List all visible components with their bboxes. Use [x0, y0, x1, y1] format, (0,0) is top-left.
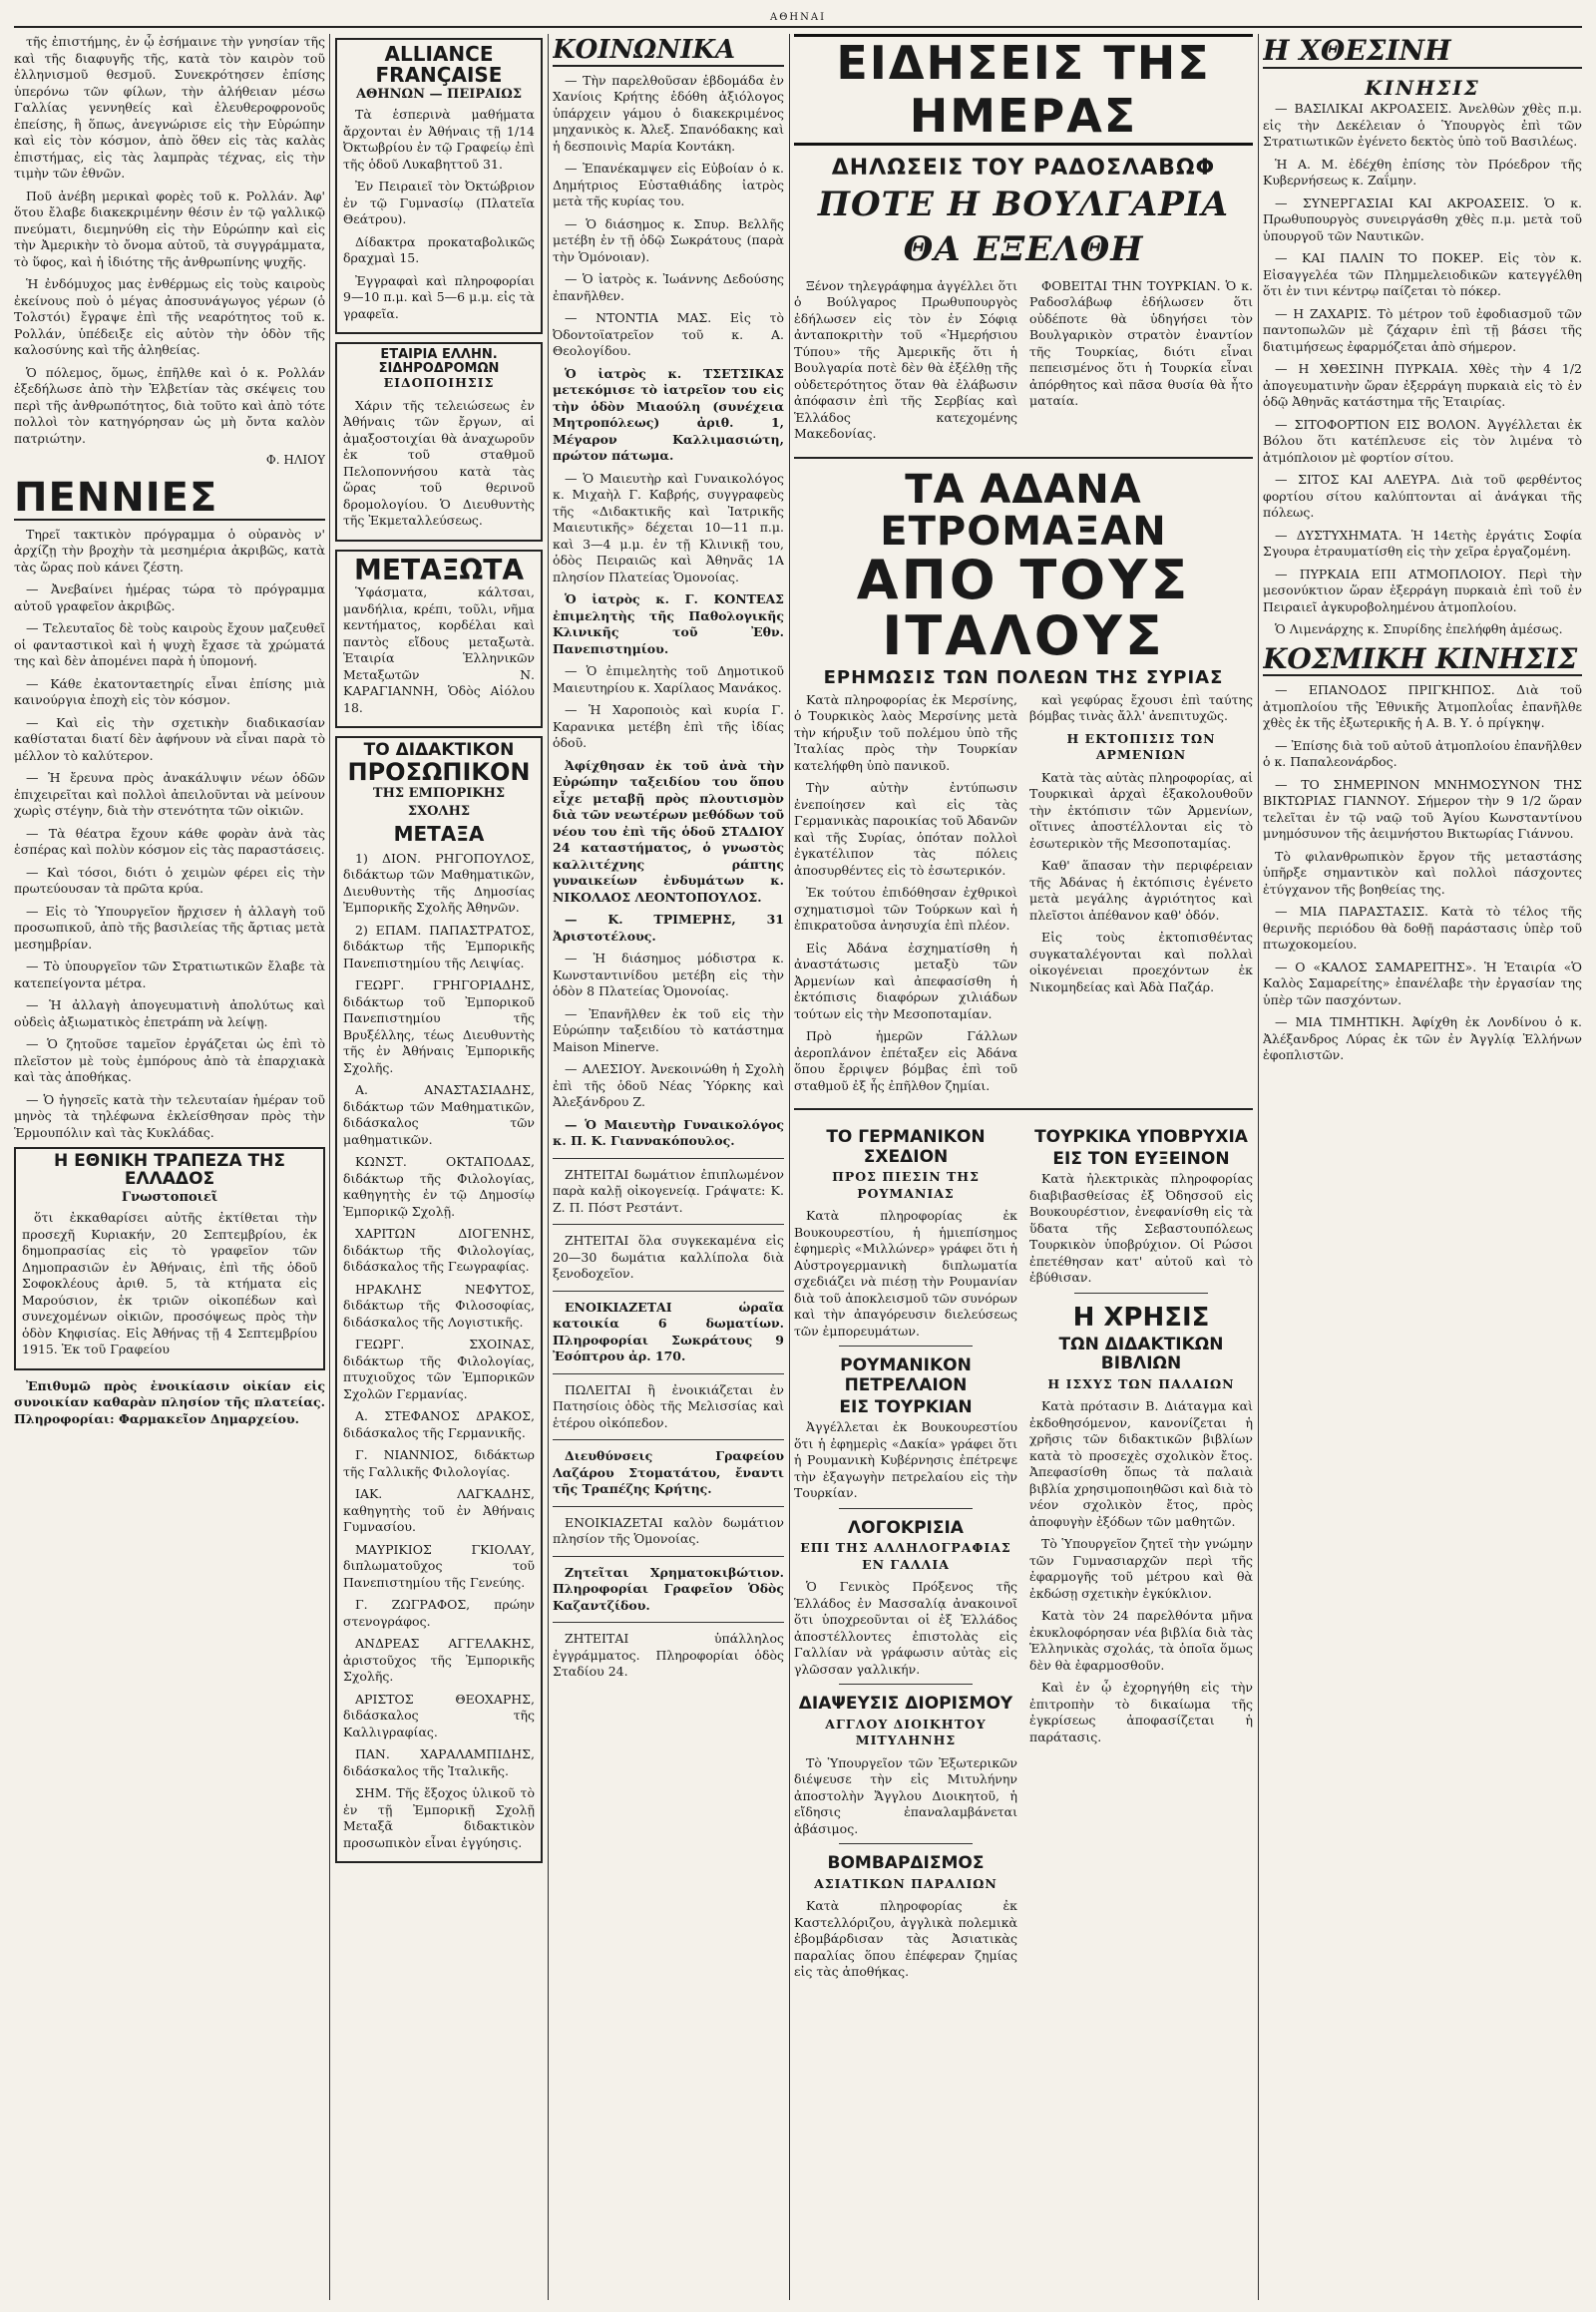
- alliance-line: Ἐν Πειραιεῖ τὸν Ὀκτώβριον ἐν τῷ Γυμνασίῳ (Πλατεῖα Θεάτρου).: [343, 179, 535, 227]
- classified-ad: ΖΗΤΕΙΤΑΙ ὑπάλληλος ἐγγράμματος. Πληροφορίαι ὁδὸς Σταδίου 24.: [553, 1631, 784, 1680]
- armenian-deportation-subhead: Η ΕΚΤΟΠΙΣΙΣ ΤΩΝ ΑΡΜΕΝΙΩΝ: [1066, 730, 1216, 763]
- pennies-item: — Ὁ ζητοῦσε ταμεῖον ἐργάζεται ὡς ἐπὶ τὸ πλεῖστον μὲ τοὺς ἐμπόρους ἀπὸ τὰ ἐπαρχιακὰ καὶ τὰς ἀποθήκας.: [14, 1036, 325, 1085]
- divider: [1074, 1293, 1208, 1294]
- social-item: — Κ. ΤΡΙΜΕΡΗΣ, 31 Ἀριστοτέλους.: [553, 912, 784, 944]
- social-item: — Ὁ διάσημος κ. Σπυρ. Βελλῆς μετέβη ἐν τῇ ὁδῷ Σωκράτους (παρὰ τὴν Ὁμόνοιαν).: [553, 215, 784, 264]
- teacher-entry: 1) ΔΙΟΝ. ΡΗΓΟΠΟΥΛΟΣ, διδάκτωρ τῶν Μαθηματικῶν, Διευθυντὴς τῆς Δημοσίας Ἐμπορικῆς Σχολῆς Ἀθηνῶν.: [343, 850, 535, 916]
- divider: [839, 1843, 973, 1844]
- column-4: [794, 34, 1253, 2300]
- classified-ad: Διευθύνσεις Γραφείου Λαζάρου Στοματάτου, ἔναντι τῆς Τραπέζης Κρήτης.: [553, 1448, 784, 1497]
- adana-paragraph: Κατὰ πληροφορίας ἐκ Μερσίνης, ὁ Τουρκικὸς λαὸς Μερσίνης μετὰ τὴν κήρυξιν τοῦ πολέμου ὑπὸ τῆς Ἰταλίας πρὸς τὴν Τουρκίαν κατελήφθη ὑπὸ πανικοῦ.: [794, 691, 1017, 773]
- classified-ad: Ζητεῖται Χρηματοκιβώτιον. Πληροφορίαι Γραφεῖον Ὁδὸς Καζαντζίδου.: [553, 1564, 784, 1613]
- divider: [794, 457, 1253, 459]
- article-paragraph: Ὁ πόλεμος, ὅμως, ἐπῆλθε καὶ ὁ κ. Ρολλάν ἐξεδήλωσε ἀπὸ τὴν Ἑλβετίαν τὰς σκέψεις του περὶ τῆς ἀνθρωπότητος, διὰ τοῦτο καὶ ἀπὸ τότε πολλοὶ τὸν κατηγόρησαν ὡς μὴ ὄντα καλὸν πατριώτην.: [14, 364, 325, 446]
- news-paragraph: Καὶ ἐν ᾧ ἐχορηγήθη εἰς τὴν ἐπιτροπὴν τὸ δικαίωμα τῆς ἐγκρίσεως ἀποφασίζεται ἡ παράτασις.: [1029, 1680, 1253, 1744]
- adana-paragraph: Πρὸ ἡμερῶν Γάλλων ἀεροπλάνον ἐπέταξεν εἰς Ἀδάνα ὅπου ἔρριψεν βόμβας ἐπὶ τοῦ σταθμοῦ ἐξ ἧς ἐπῆλθον ζημίαι.: [794, 1028, 1017, 1093]
- teachers-box: [335, 736, 543, 1863]
- society-item: — Ο «ΚΑΛΟΣ ΣΑΜΑΡΕΙΤΗΣ». Ἡ Ἐταιρία «Ὁ Καλὸς Σαμαρείτης» ἐπανέλαβε τὴν ἐργασίαν της ὑπὲρ τῶν πασχόντων.: [1263, 959, 1582, 1007]
- section-title-social: ΚΟΙΝΩΝΙΚΑ: [553, 36, 784, 67]
- society-item: — ΤΟ ΣΗΜΕΡΙΝΟΝ ΜΝΗΜΟΣΥΝΟΝ ΤΗΣ ΒΙΚΤΩΡΙΑΣ ΓΙΑΝΝΟΥ. Σήμερον τὴν 9 1/2 ὥραν τελεῖται ἐν τῷ ναῷ τοῦ Ἁγίου Κωνσταντίνου μνημόσυνον τῆς ἀειμνήστου Βικτωρίας Γιάννου.: [1263, 776, 1582, 842]
- teacher-entry: Γ. ΝΙΑΝΝΙΟΣ, διδάκτωρ τῆς Γαλλικῆς Φιλολογίας.: [343, 1447, 535, 1479]
- movement-item: — Η ΧΘΕΣΙΝΗ ΠΥΡΚΑΙΑ. Χθὲς τὴν 4 1/2 ἀπογευματινὴν ὥραν ἐξερράγη πυρκαιὰ εἰς τὸ ἐν ὁδῷ Ἀθηνᾶς κατάστημα τῆς Ἑταιρίας.: [1263, 361, 1582, 410]
- teacher-entry: Α. ΣΤΕΦΑΝΟΣ ΔΡΑΚΟΣ, διδάσκαλος τῆς Γερμανικῆς.: [343, 1408, 535, 1440]
- teacher-entry: ΜΑΥΡΙΚΙΟΣ ΓΚΙΟΛΑΥ, διπλωματοῦχος τοῦ Πανεπιστημίου τῆς Γενεύης.: [343, 1541, 535, 1590]
- bank-notice-subtitle: Γνωστοποιεῖ: [121, 1190, 218, 1206]
- classified-ad: ΕΝΟΙΚΙΑΖΕΤΑΙ ὡραῖα κατοικία 6 δωματίων. Πληροφορίαι Σωκράτους 9 Ἐσόπτρου ἀρ. 170.: [553, 1299, 784, 1364]
- social-item: — Ὁ Μαιευτὴρ καὶ Γυναικολόγος κ. Μιχαὴλ Γ. Καβρής, συγγραφεὺς τῆς «Διδακτικῆς καὶ Ἰατρικῆς Μαιευτικῆς» δέχεται 10—11 π.μ. καὶ 3—4 μ.μ. ἐν τῇ Κλινικῇ του, ὁδὸς Πειραιῶς καὶ Ἀθηνᾶς 1Α πλησίον Πλατείας Ὁμονοίας.: [553, 470, 784, 584]
- social-item: — Ὁ Μαιευτὴρ Γυναικολόγος κ. Π. Κ. Γιαννακόπουλος.: [553, 1116, 784, 1149]
- alliance-subtitle: ΑΘΗΝΩΝ — ΠΕΙΡΑΙΩΣ: [355, 87, 523, 102]
- pennies-item: — Καὶ τόσοι, διότι ὁ χειμὼν φέρει εἰς τὴν πρωτεύουσαν τὰ πρῶτα κρύα.: [14, 864, 325, 897]
- social-item: — ΝΤΟΝΤΙΑ ΜΑΣ. Εἰς τὸ Ὀδοντοϊατρεῖον τοῦ κ. Α. Θεολογίδου.: [553, 310, 784, 359]
- social-item: — Ἡ διάσημος μόδιστρα κ. Κωνσταντινίδου μετέβη εἰς τὴν ὁδὸν 8 Πλατείας Ὁμονοίας.: [553, 951, 784, 999]
- teachers-title-2: ΠΡΟΣΩΠΙΚΟΝ: [347, 758, 531, 787]
- column-1: [14, 34, 325, 2300]
- silk-ad-body: Ὑφάσματα, κάλτσαι, μανδήλια, κρέπι, τοῦλι, νῆμα κεντήματος, κορδέλαι καὶ παντὸς εἴδους μεταξωτὰ. Ἑταιρία Ἑλληνικῶν Μεταξωτῶν Ν. ΚΑΡΑΓΙΑΝΝΗ, Ὁδὸς Αἰόλου 18.: [343, 584, 535, 715]
- section-title-pennies: ΠΕΝΝΙΕΣ: [14, 477, 325, 521]
- adana-paragraph: καὶ γεφύρας ἔχουσι ἐπὶ ταύτης βόμβας τινὰς ἄλλ' ἀνεπιτυχῶς.: [1029, 691, 1253, 724]
- pennies-item: — Ἀνεβαίνει ἡμέρας τώρα τὸ πρόγραμμα αὐτοῦ γραφεῖον ἀκριβῶς.: [14, 581, 325, 613]
- pennies-item: — Εἰς τὸ Ὑπουργεῖον ἤρχισεν ἡ ἀλλαγὴ τοῦ προσωπικοῦ, ἀπὸ τῆς βασιλείας τῆς ἄρτιας μετὰ μεσημβρίαν.: [14, 903, 325, 952]
- rail-notice-body: Χάριν τῆς τελειώσεως ἐν Ἀθήναις τῶν ἔργων, αἱ ἀμαξοστοιχίαι θὰ ἀναχωροῦν ἐκ τοῦ σταθμοῦ Πελοποννήσου κατὰ τὰς ὥρας τοῦ θερινοῦ δρομολογίου. Ὁ Διευθυντὴς τῆς Ἐκμεταλλεύσεως.: [343, 397, 535, 529]
- teachers-title-4: ΜΕΤΑΞΑ: [393, 821, 485, 846]
- classified-note: Ἐπιθυμῶ πρὸς ἐνοικίασιν οἰκίαν εἰς συνοικίαν καθαρὰν πλησίον τῆς πλατείας. Πληροφορίαι: Φαρμακεῖον Δημαρχείου.: [14, 1377, 325, 1426]
- divider: [553, 1439, 784, 1440]
- subhead-france-mail: ΕΠΙ ΤΗΣ ΑΛΛΗΛΟΓΡΑΦΙΑΣ ΕΝ ΓΑΛΛΙΑ: [800, 1540, 1011, 1572]
- rail-notice-title: ΕΤΑΙΡΙΑ ΕΛΛΗΝ. ΣΙΔΗΡΟΔΡΟΜΩΝ: [378, 347, 500, 376]
- news-paragraph: Κατὰ πρότασιν Β. Διάταγμα καὶ ἐκδοθησόμενον, κανονίζεται ἡ χρῆσις τῶν διδακτικῶν βιβλίων κατὰ τὸ προσεχὲς σχολικὸν ἔτος. Ἀπεφασίσθη ὅπως τὰ παλαιὰ βιβλία χρησιμοποιηθῶσι καὶ διὰ τὸ νέον σχολικὸν ἔτος, πρὸς ἀποφυγὴν ἐξόδων τῶν μαθητῶν.: [1029, 1398, 1253, 1529]
- rail-notice-subtitle: ΕΙΔΟΠΟΙΗΣΙΣ: [383, 375, 495, 391]
- social-item: Ὁ ἰατρὸς κ. ΤΣΕΤΣΙΚΑΣ μετεκόμισε τὸ ἰατρεῖον του εἰς τὴν ὁδὸν Μιαούλη (συνέχεια Μητροπόλεως) ἀριθ. 1, Μέγαρον Καλλιμασιώτη, πρώτον πάτωμα.: [553, 365, 784, 464]
- headline-censorship: ΛΟΓΟΚΡΙΣΙΑ: [848, 1517, 964, 1538]
- society-item: — ΜΙΑ ΠΑΡΑΣΤΑΣΙΣ. Κατὰ τὸ τέλος τῆς θερινῆς περιόδου θὰ δοθῇ παράστασις ὑπὲρ τοῦ πτωχοκομείου.: [1263, 904, 1582, 953]
- headline-romanian-oil: ΡΟΥΜΑΝΙΚΟΝ ΠΕΤΡΕΛΑΙΟΝ: [840, 1355, 972, 1395]
- article-signature: Φ. ΗΛΙΟΥ: [265, 453, 325, 467]
- movement-item: — ΣΙΤΟΦΟΡΤΙΟΝ ΕΙΣ ΒΟΛΟΝ. Ἀγγέλλεται ἐκ Βόλου ὅτι κατέπλευσε εἰς τὸν λιμένα τὸ ἀτμόπλοιον μὲ φορτίον σίτου.: [1263, 416, 1582, 465]
- pennies-item: — Τὰ θέατρα ἔχουν κάθε φορὰν ἀνὰ τὰς ἑσπέρας καὶ πολὺν κόσμον εἰς τὰς παραστάσεις.: [14, 825, 325, 858]
- teachers-title-1: ΤΟ ΔΙΔΑΚΤΙΚΟΝ: [363, 740, 515, 761]
- social-item: — Ἐπανέκαμψεν εἰς Εὐβοίαν ὁ κ. Δημήτριος Εὐσταθιάδης ἰατρὸς μετὰ τῆς κυρίας του.: [553, 161, 784, 209]
- divider: [839, 1508, 973, 1509]
- teacher-entry: Α. ΑΝΑΣΤΑΣΙΑΔΗΣ, διδάκτωρ τῶν Μαθηματικῶν, διδάσκαλος τῶν μαθηματικῶν.: [343, 1082, 535, 1147]
- social-item: Ὁ ἰατρὸς κ. Γ. ΚΟΝΤΕΑΣ ἐπιμελητὴς τῆς Παθολογικῆς Κλινικῆς τοῦ Ἐθν. Πανεπιστημίου.: [553, 591, 784, 656]
- bank-notice-title: Η ΕΘΝΙΚΗ ΤΡΑΠΕΖΑ ΤΗΣ ΕΛΛΑΔΟΣ: [54, 1151, 285, 1190]
- newspaper-page: [14, 12, 1582, 2300]
- adana-paragraph: Κατὰ τὰς αὐτὰς πληροφορίας, αἱ Τουρκικαὶ ἀρχαὶ ἐξακολουθοῦν τὴν ἐκτόπισιν τῶν Ἀρμενίων, οἵτινες ἀποστέλλονται εἰς τὸ ἐσωτερικὸν τῆς Μεσοποταμίας.: [1029, 769, 1253, 851]
- movement-item: — ΠΥΡΚΑΙΑ ΕΠΙ ΑΤΜΟΠΛΟΙΟΥ. Περὶ τὴν μεσονύκτιον ὥραν ἐξερράγη πυρκαιὰ ἐπὶ τοῦ ἐν Πειραιεῖ ἀγκυροβολημένου ἀτμοπλοίου.: [1263, 566, 1582, 614]
- lower-news: [794, 1118, 1253, 1986]
- headline-adana-line-2: ΑΠΟ ΤΟΥΣ ΙΤΑΛΟΥΣ: [856, 548, 1191, 668]
- teacher-entry: ΧΑΡΙΤΩΝ ΔΙΟΓΕΝΗΣ, διδάκτωρ τῆς Φιλολογίας, διδάσκαλος τῆς Γεωγραφίας.: [343, 1226, 535, 1275]
- headline-bulgaria: ΠΟΤΕ Η ΒΟΥΛΓΑΡΙΑ ΘΑ ΕΞΕΛΘΗ: [817, 184, 1230, 269]
- social-item: — Τὴν παρελθοῦσαν ἑβδομάδα ἐν Χανίοις Κρήτης ἐδόθη ἀξιόλογος ὑπάρχειν γάμου ὁ διακεκριμένος μηχανικὸς κ. Ἀλεξ. Σπανόδακης καὶ ἡ δεσποινὶς Μαρία Κοντάκη.: [553, 72, 784, 154]
- divider: [794, 1108, 1253, 1110]
- society-item: — ΕΠΑΝΟΔΟΣ ΠΡΙΓΚΗΠΟΣ. Διὰ τοῦ ἀτμοπλοίου τῆς Ἐθνικῆς Ἀτμοπλοΐας ἐπανῆλθε χθὲς ἐκ τῆς ἐξωτερικῆς ἡ Α. Β. Υ. ὁ πρίγκηψ.: [1263, 682, 1582, 731]
- divider: [553, 1224, 784, 1225]
- social-item: — ΑΛΕΣΙΟΥ. Ἀνεκοινώθη ἡ Σχολὴ ἐπὶ τῆς ὁδοῦ Νέας Ὑόρκης καὶ Ἀλεξάνδρου Ζ.: [553, 1061, 784, 1110]
- lead-paragraph: ΦΟΒΕΙΤΑΙ ΤΗΝ ΤΟΥΡΚΙΑΝ. Ὁ κ. Ραδοσλάβωφ ἐδήλωσεν ὅτι οὐδέποτε θὰ ὑδηγήσει τὸν Βουλγαρικὸν στρατὸν ἐναντίον τῆς Τουρκίας, διότι εἶναι πεπεισμένος ὅτι ἡ Τουρκία εἶναι ἀπόρθητος καὶ πᾶσα θυσία θὰ ἦτο ματαία.: [1029, 277, 1253, 409]
- pennies-item: — Κάθε ἐκατονταετηρίς εἶναι ἐπίσης μιὰ καινούργια ἐποχὴ εἰς τὸν κόσμον.: [14, 675, 325, 708]
- social-item: — Ὁ ἐπιμελητὴς τοῦ Δημοτικοῦ Μαιευτηρίου κ. Χαρίλαος Μανάκος.: [553, 663, 784, 695]
- divider: [553, 1158, 784, 1159]
- social-item: — Ἐπανῆλθεν ἐκ τοῦ εἰς τὴν Εὐρώπην ταξειδίου τὸ κατάστημα Maison Minerve.: [553, 1005, 784, 1054]
- divider: [553, 1556, 784, 1557]
- teacher-entry: ΑΡΙΣΤΟΣ ΘΕΟΧΑΡΗΣ, διδάσκαλος τῆς Καλλιγραφίας.: [343, 1691, 535, 1739]
- news-paragraph: Ὁ Γενικὸς Πρόξενος τῆς Ἑλλάδος ἐν Μασσαλίᾳ ἀνακοινοῖ ὅτι ὑποχρεοῦνται οἱ ἐξ Ἑλλάδος ἀποστέλλοντες ἐπιστολὰς εἰς Γαλλίαν νὰ γράφωσιν αὐτὰς εἰς γλῶσσαν γαλλικήν.: [794, 1579, 1017, 1677]
- alliance-line: Δίδακτρα προκαταβολικῶς δραχμαὶ 15.: [343, 233, 535, 266]
- pennies-item: — Τὸ ὑπουργεῖον τῶν Στρατιωτικῶν ἔλαβε τὰ κατεπείγοντα μέτρα.: [14, 959, 325, 990]
- society-item: — Ἐπίσης διὰ τοῦ αὐτοῦ ἀτμοπλοίου ἐπανῆλθεν ὁ κ. Παπαλεονάρδος.: [1263, 737, 1582, 770]
- silk-ad-title: ΜΕΤΑΞΩΤΑ: [353, 553, 525, 586]
- article-paragraph: τῆς ἐπιστήμης, ἐν ᾧ ἐσήμαινε τὴν γνησίαν τῆς καὶ τῆς διαφυγῆς τῆς, κατὰ τὸν καιρὸν τοῦ ἐλληνισμοῦ θεσμοῦ. Συνεκρότησεν ἐπίσης ὑπερόνω τῶν φίλων, τὴν ἀλήθειαν μέσω Γαλλίας γεννηθείς καὶ ἐλευθεροφρονοῦς ἐπείσης, ἢ ὅπως, ἀνεγνώρισε εἰς τὴν Εὐρώπην καὶ εἰς τὸν κόσμον, ἀπὸ ὅθεν εἰς τὰς καλὰς ἐπιστήμας, εἰς τὰς λαμπρὰς τέχνας, εἰς τὴν τιμὴν τῶν ἐθνῶν.: [14, 34, 325, 181]
- columns: [14, 34, 1582, 2300]
- subhead-romania-pressure: ΠΡΟΣ ΠΙΕΣΙΝ ΤΗΣ ΡΟΥΜΑΝΙΑΣ: [832, 1169, 980, 1201]
- adana-paragraph: Εἰς τοὺς ἐκτοπισθέντας συγκαταλέγονται καὶ πολλαὶ οἰκογένειαι προεχόντων ἐκ Νικομηδείας καὶ Ἀδὰ Παζάρ.: [1029, 930, 1253, 994]
- news-paragraph: Κατὰ πληροφορίας ἐκ Καστελλόριζου, ἀγγλικὰ πολεμικὰ ἐβομβάρδισαν τὰς Ἀσιατικὰς παραλίας ὅπου ἐπέφεραν ζημίας εἰς τὰς ἀποθήκας.: [794, 1898, 1017, 1980]
- section-subtitle-movement: ΚΙΝΗΣΙΣ: [1365, 75, 1480, 100]
- adana-article: [794, 692, 1253, 1101]
- teacher-entry: Γ. ΖΩΓΡΑΦΟΣ, πρώην στενογράφος.: [343, 1597, 535, 1629]
- alliance-line: Τὰ ἑσπερινὰ μαθήματα ἄρχονται ἐν Ἀθήναις τῇ 1/14 Ὀκτωβρίου ἐν τῷ Γραφείῳ ἐπὶ τῆς ὁδοῦ Λυκαβηττοῦ 31.: [343, 107, 535, 172]
- headline-adana: [794, 466, 1253, 688]
- teacher-entry: ΠΑΝ. ΧΑΡΑΛΑΜΠΙΔΗΣ, διδάσκαλος τῆς Ἰταλικῆς.: [343, 1746, 535, 1778]
- news-paragraph: Τὸ Ὑπουργεῖον ζητεῖ τὴν γνώμην τῶν Γυμνασιαρχῶν περὶ τῆς ἐφαρμογῆς τοῦ μέτρου καὶ θὰ ἐκδώσῃ σχετικὴν ἐγκύκλιον.: [1029, 1536, 1253, 1601]
- headline-radoslavov: ΔΗΛΩΣΕΙΣ ΤΟΥ ΡΑΔΟΣΛΑΒΩΦ: [831, 155, 1216, 181]
- news-paragraph: Κατὰ ἠλεκτρικὰς πληροφορίας διαβιβασθείσας ἐξ Ὀδησσοῦ εἰς Βουκουρέστιον, ἐνεφανίσθη εἰς τὰ ὕδατα τῆς Σεβαστουπόλεως Τουρκικὸν ὑποβρύχιον. Οἱ Ρώσοι ἐπετέθησαν κατ' αὐτοῦ καὶ τὸ ἐβύθισαν.: [1029, 1171, 1253, 1286]
- adana-paragraph: Καθ' ἅπασαν τὴν περιφέρειαν τῆς Ἀδάνας ἡ ἐκτόπισις ἐγένετο μετὰ μεγάλης ἀγριότητος καὶ πλεῖστοι ἀπέθανον καθ' ὁδόν.: [1029, 858, 1253, 923]
- news-paragraph: Ἀγγέλλεται ἐκ Βουκουρεστίου ὅτι ἡ ἐφημερὶς «Δακία» γράφει ὅτι ἡ Ρουμανικὴ Κυβέρνησις ἐπέτρεψε τὴν ἐξαγωγὴν πετρελαίου εἰς τὴν Τουρκίαν.: [794, 1419, 1017, 1501]
- movement-item: Ἡ Α. Μ. ἐδέχθη ἐπίσης τὸν Πρόεδρον τῆς Κυβερνήσεως κ. Ζαΐμην.: [1263, 156, 1582, 189]
- column-rule: [329, 34, 330, 2300]
- classified-ad: ΕΝΟΙΚΙΑΖΕΤΑΙ καλὸν δωμάτιον πλησίον τῆς Ὁμονοίας.: [553, 1514, 784, 1547]
- news-paragraph: Κατὰ πληροφορίας ἐκ Βουκουρεστίου, ἡ ἡμιεπίσημος ἐφημερὶς «Μιλλώνερ» γράφει ὅτι ἡ Αὐστρογερμανικὴ διπλωματία σχεδιάζει νὰ πιέσῃ τὴν Ρουμανίαν διὰ τοῦ ἀποκλεισμοῦ τῶν συνόρων καὶ τὴν ἀπαγόρευσιν διελεύσεως τῶν ἐμπορευμάτων.: [794, 1208, 1017, 1339]
- divider: [839, 1684, 973, 1685]
- headline-turkish-submarines: ΤΟΥΡΚΙΚΑ ΥΠΟΒΡΥΧΙΑ: [1034, 1127, 1248, 1148]
- teacher-entry: ΚΩΝΣΤ. ΟΚΤΑΠΟΔΑΣ, διδάκτωρ τῆς Φιλολογίας, καθηγητὴς ἐν τῷ Δημοσίῳ Ἐμπορικῷ Σχολῇ.: [343, 1154, 535, 1219]
- column-3: [553, 34, 784, 2300]
- pennies-item: Τηρεῖ τακτικὸν πρόγραμμα ὁ οὐρανὸς ν' ἀρχίζῃ τὴν βροχὴν τὰ μεσημέρια ἀκριβῶς, κατὰ τὰς ὥρας ποὺ κάνει ζέστη.: [14, 526, 325, 575]
- column-5: [1263, 34, 1582, 2300]
- headline-black-sea: ΕΙΣ ΤΟΝ ΕΥΞΕΙΝΟΝ: [1052, 1148, 1230, 1169]
- divider: [553, 1506, 784, 1507]
- news-paragraph: Τὸ Ὑπουργεῖον τῶν Ἐξωτερικῶν διέψευσε τὴν εἰς Μιτυλήνην ἀποστολὴν Ἄγγλου Διοικητοῦ, ἡ εἴδησις ἐπαναλαμβάνεται ἀβάσιμος.: [794, 1754, 1017, 1836]
- social-item: — Ὁ ἰατρὸς κ. Ἰωάννης Δεδούσης ἐπανῆλθεν.: [553, 271, 784, 303]
- social-item: Ἀφίχθησαν ἐκ τοῦ ἀνὰ τὴν Εὐρώπην ταξειδίου του ὅπου εἶχε μεταβῇ πρὸς πλουτισμὸν διὰ τῶν νεωτέρων μεθόδων τοῦ νέου του ἐπὶ τῆς ὁδοῦ ΣΤΑΔΙΟΥ 24 καταστήματος, ὁ γνωστὸς καλλιτέχνης ράπτης γυναικείων ἐνδυμάτων κ. ΝΙΚΟΛΑΟΣ ΛΕΟΝΤΟΠΟΥΛΟΣ.: [553, 757, 784, 905]
- adana-paragraph: Τὴν αὐτὴν ἐντύπωσιν ἐνεποίησεν καὶ εἰς τὰς Γερμανικὰς παροικίας τοῦ Ἀδανῶν καὶ τῆς Συρίας, ὁπόταν πολλοὶ ἐγκατέλιπον τὰς πόλεις ἀποσυρθέντες εἰς τὸ ἐσωτερικόν.: [794, 780, 1017, 878]
- news-of-the-day-header: ΕΙΔΗΣΕΙΣ ΤΗΣ ΗΜΕΡΑΣ: [794, 34, 1253, 146]
- classified-ad: ΠΩΛΕΙΤΑΙ ἢ ἐνοικιάζεται ἐν Πατησίοις ὁδὸς τῆς Μελισσίας καὶ ἑτέρου οἰκόπεδον.: [553, 1381, 784, 1430]
- article-paragraph: Ἡ ἐνδόμυχος μας ἐνθέρμως εἰς τοὺς καιροὺς ἐκείνους ποὺ ὁ μέγας ἀποσυνάγωγος γέρων (ὁ Τολστόι) ἔγραψε ἐπὶ τῆς νεαρότητος τοῦ κ. Ρολλάν, ὑπέδειξε εἰς αὐτὸν τὴν ὁδὸν τῆς καλοσύνης καὶ τῆς ἀληθείας.: [14, 276, 325, 357]
- masthead-strip: ΑΘΗΝΑΙ: [14, 12, 1582, 28]
- headline-german-plan: ΤΟ ΓΕΡΜΑΝΙΚΟΝ ΣΧΕΔΙΟΝ: [826, 1127, 986, 1167]
- headline-adana-line-3: ΕΡΗΜΩΣΙΣ ΤΩΝ ΠΟΛΕΩΝ ΤΗΣ ΣΥΡΙΑΣ: [823, 666, 1224, 688]
- headline-use: Η ΧΡΗΣΙΣ: [1072, 1302, 1210, 1333]
- section-title-society: ΚΟΣΜΙΚΗ ΚΙΝΗΣΙΣ: [1263, 644, 1582, 677]
- pennies-item: — Τελευταῖος δὲ τοὺς καιροὺς ἔχουν μαζευθεῖ οἱ φανταστικοὶ καὶ ἡ ψυχὴ ἔχασε τὰ χρώματά της καὶ δὲν ἀπομένει παρὰ ἡ ὑπομονή.: [14, 620, 325, 669]
- column-rule: [548, 34, 549, 2300]
- subhead-old-books: Η ΙΣΧΥΣ ΤΩΝ ΠΑΛΑΙΩΝ: [1047, 1375, 1235, 1391]
- pennies-item: — Ἡ ἔρευνα πρὸς ἀνακάλυψιν νέων ὁδῶν ἐπιχειρεῖται καὶ πολλοὶ ἀπειλοῦνται νὰ μείνουν χωρὶς στέγην, διὰ τὴν στενότητα τῶν οἰκιῶν.: [14, 770, 325, 819]
- divider: [553, 1622, 784, 1623]
- divider: [553, 1373, 784, 1374]
- society-item: — ΜΙΑ ΤΙΜΗΤΙΚΗ. Ἀφίχθη ἐκ Λονδίνου ὁ κ. Ἀλέξανδρος Λύρας ἐκ τῶν ἐν Ἀγγλίᾳ Ἑλλήνων ἐφοπλιστῶν.: [1263, 1014, 1582, 1063]
- headline-denial: ΔΙΑΨΕΥΣΙΣ ΔΙΟΡΙΣΜΟΥ: [798, 1694, 1013, 1715]
- pennies-item: — Ὁ ἠγησεῖς κατὰ τὴν τελευταίαν ἡμέραν τοῦ μηνὸς τὰ τηλέφωνα ἐκλείσθησαν πρὸς τὴν Ἑρμουπόλιν καὶ τὰς Κυκλάδας.: [14, 1091, 325, 1140]
- alliance-line: Ἐγγραφαὶ καὶ πληροφορίαι 9—10 π.μ. καὶ 5—6 μ.μ. εἰς τὰ γραφεῖα.: [343, 272, 535, 321]
- headline-to-turkey: ΕΙΣ ΤΟΥΡΚΙΑΝ: [839, 1396, 973, 1417]
- teacher-entry: ΓΕΩΡΓ. ΓΡΗΓΟΡΙΑΔΗΣ, διδάκτωρ τοῦ Ἐμπορικοῦ Πανεπιστημίου τῆς Βρυξέλλης, τέως Διευθυντὴς τῆς ἐν Ἀθήναις Ἐμπορικῆς Σχολῆς.: [343, 977, 535, 1075]
- lead-paragraph: Ξένον τηλεγράφημα ἀγγέλλει ὅτι ὁ Βούλγαρος Πρωθυπουργὸς ἐδήλωσεν εἰς τὸν ἐν Σόφιᾳ ἀνταποκριτὴν τοῦ «Ἠμερήσιου Τύπου» τῆς Ἀμερικῆς ὅτι ἡ Βουλγαρία ποτὲ δὲν θὰ ἐξέλθῃ τῆς οὐδετερότητος ὅταν θὰ ἐλάβωσιν ἀπόφασιν ἐπὶ τῆς Σερβίας καὶ Ἑλλάδος κατεχομένης Μακεδονίας.: [794, 277, 1017, 442]
- column-rule: [789, 34, 790, 2300]
- teacher-entry: ΗΡΑΚΛΗΣ ΝΕΦΥΤΟΣ, διδάκτωρ τῆς Φιλοσοφίας, διδάσκαλος τῆς Λογιστικῆς.: [343, 1281, 535, 1330]
- pennies-item: — Καὶ εἰς τὴν σχετικὴν διαδικασίαν καθίσταται διατί δὲν ἀφήνουν νὰ εἶναι παρὰ τὸ μέλλον τὸ καλύτερον.: [14, 714, 325, 763]
- teacher-entry: 2) ΕΠΑΜ. ΠΑΠΑΣΤΡΑΤΟΣ, διδάκτωρ τῆς Ἐμπορικῆς Πανεπιστημίου τῆς Λειψίας.: [343, 922, 535, 970]
- rail-notice-box: [335, 342, 543, 542]
- movement-item: — ΣΙΤΟΣ ΚΑΙ ΑΛΕΥΡΑ. Διὰ τοῦ φερθέντος φορτίου σίτου καλύπτονται αἱ ἀνάγκαι τῆς πόλεως.: [1263, 472, 1582, 521]
- alliance-box: [335, 38, 543, 334]
- teacher-entry: ΣΗΜ. Τῆς ἔξοχος ὑλικοῦ τὸ ἐν τῇ Ἐμπορικῇ Σχολῇ Μεταξᾶ διδακτικὸν προσωπικὸν εἶναι ἐγγύησις.: [343, 1785, 535, 1850]
- section-title-yesterday: Η ΧΘΕΣΙΝΗ: [1263, 36, 1582, 69]
- headline-adana-line-1: ΤΑ ΑΔΑΝΑ ΕΤΡΟΜΑΞΑΝ: [880, 466, 1167, 555]
- column-rule: [1258, 34, 1259, 2300]
- news-paragraph: Κατὰ τὸν 24 παρελθόντα μῆνα ἐκυκλοφόρησαν νέα βιβλία διὰ τὰς Ἑλληνικὰς σχολάς, τὰ ὁποῖα ὅμως δὲν θὰ ἐφαρμοσθοῦν.: [1029, 1608, 1253, 1673]
- movement-item: — Η ΖΑΧΑΡΙΣ. Τὸ μέτρον τοῦ ἐφοδιασμοῦ τῶν παντοπωλῶν μὲ ζάχαριν ἐπὶ τῇ βάσει τῆς διατιμήσεως ἐφαρμόζεται ἀπὸ σήμερον.: [1263, 305, 1582, 354]
- alliance-title: ALLIANCE FRANÇAISE: [375, 42, 503, 87]
- teacher-entry: ΓΕΩΡΓ. ΣΧΟΙΝΑΣ, διδάκτωρ τῆς Φιλολογίας, πτυχιοῦχος τῶν Ἐμπορικῶν Σχολῶν Γερμανίας.: [343, 1337, 535, 1401]
- lead-article: [794, 278, 1253, 449]
- movement-item: — ΒΑΣΙΛΙΚΑΙ ΑΚΡΟΑΣΕΙΣ. Ἀνελθὼν χθὲς π.μ. εἰς τὴν Δεκέλειαν ὁ Ὑπουργὸς ἐπὶ τῶν Στρατιωτικῶν ἐγένετο δεκτὸς ὑπὸ τοῦ Βασιλέως.: [1263, 101, 1582, 150]
- movement-item: — ΣΥΝΕΡΓΑΣΙΑΙ ΚΑΙ ΑΚΡΟΑΣΕΙΣ. Ὁ κ. Πρωθυπουργὸς συνειργάσθη χθὲς π.μ. μετὰ τοῦ ὑπουργοῦ τῶν Ναυτικῶν.: [1263, 194, 1582, 243]
- teacher-entry: ΑΝΔΡΕΑΣ ΑΓΓΕΛΑΚΗΣ, ἀριστοῦχος τῆς Ἐμπορικῆς Σχολῆς.: [343, 1636, 535, 1685]
- column-2: [335, 34, 543, 2300]
- classified-ad: ΖΗΤΕΙΤΑΙ ὅλα συγκεκαμένα εἰς 20—30 δωμάτια καλλίπολα διὰ ξενοδοχεῖον.: [553, 1233, 784, 1282]
- adana-paragraph: Εἰς Ἀδάνα ἐσχηματίσθη ἡ ἀναστάτωσις μεταξὺ τῶν Ἀρμενίων καὶ ἀπεφασίσθη ἡ ἐκτόπισις διαφόρων χιλιάδων τούτων εἰς τὴν Μεσοποταμίαν.: [794, 940, 1017, 1021]
- pennies-item: — Ἡ ἀλλαγὴ ἀπογευματινὴ ἀπολύτως καὶ οὐδεὶς ἀξιωματικὸς ἐπετράπη νὰ λείψῃ.: [14, 997, 325, 1029]
- divider: [839, 1346, 973, 1347]
- society-item: Τὸ φιλανθρωπικὸν ἔργον τῆς μεταστάσης ὑπῆρξε σημαντικὸν καὶ πολλοὶ πάσχοντες ἐτύγχανον τῆς βοηθείας της.: [1263, 848, 1582, 897]
- classified-ad: ΖΗΤΕΙΤΑΙ δωμάτιον ἐπιπλωμένον παρὰ καλῇ οἰκογενείᾳ. Γράψατε: Κ. Ζ. Π. Πόστ Ρεστάντ.: [553, 1166, 784, 1215]
- movement-item: — ΚΑΙ ΠΑΛΙΝ ΤΟ ΠΟΚΕΡ. Εἰς τὸν κ. Εἰσαγγελέα τῶν Πλημμελειοδικῶν κατεγγέλθη ὅτι ἐν τινι κέντρῳ παίζεται τὸ πόκερ.: [1263, 250, 1582, 299]
- teacher-entry: ΙΑΚ. ΛΑΓΚΑΔΗΣ, καθηγητὴς τοῦ ἐν Ἀθήναις Γυμνασίου.: [343, 1486, 535, 1535]
- subhead-asian-coasts: ΑΣΙΑΤΙΚΩΝ ΠΑΡΑΛΙΩΝ: [814, 1875, 998, 1891]
- headline-textbooks: ΤΩΝ ΔΙΔΑΚΤΙΚΩΝ ΒΙΒΛΙΩΝ: [1058, 1334, 1224, 1374]
- divider: [553, 1291, 784, 1292]
- teachers-title-3: ΤΗΣ ΕΜΠΟΡΙΚΗΣ ΣΧΟΛΗΣ: [372, 786, 506, 819]
- bank-notice-box: [14, 1147, 325, 1369]
- headline-bombardment: ΒΟΜΒΑΡΔΙΣΜΟΣ: [827, 1853, 985, 1874]
- subhead-mytilene: ΑΓΓΛΟΥ ΔΙΟΙΚΗΤΟΥ ΜΙΤΥΛΗΝΗΣ: [825, 1716, 987, 1748]
- social-item: — Ἡ Χαροποιὸς καὶ κυρία Γ. Καρανικα μετέβη ἐπὶ τῆς ἰδίας ὁδοῦ.: [553, 702, 784, 751]
- adana-paragraph: Ἐκ τούτου ἐπιδόθησαν ἐχθρικοὶ σχηματισμοὶ τῶν Τούρκων καὶ ἡ ἐπικρατοῦσα ἀνησυχία ἐπὶ πλέον.: [794, 885, 1017, 934]
- bank-notice-body: ὅτι ἐκκαθαρίσει αὐτῆς ἐκτίθεται τὴν προσεχῆ Κυριακήν, 20 Σεπτεμβρίου, ἐκ δημοπρασίας εἰς τὸ γραφεῖον τῶν Δημοπρασιῶν ἐν Ἀθήναις, ἐπὶ τῆς ὁδοῦ Σοφοκλέους ἀριθ. 5, τὰ κτήματα εἰς Μαρούσιον, ἐκ τριῶν οἰκοπέδων καὶ συνεχομένων οἰκιῶν, προσόψεως πρὸς τὴν ὁδὸν Κηφισίας. Εἰς Ἀθήνας τῇ 4 Σεπτεμβρίου 1915. Ἐκ τοῦ Γραφείου: [22, 1210, 317, 1357]
- movement-item: Ὁ Λιμενάρχης κ. Σπυρίδης ἐπελήφθη ἀμέσως.: [1275, 621, 1563, 637]
- movement-item: — ΔΥΣΤΥΧΗΜΑΤΑ. Ἡ 14ετὴς ἐργάτις Σοφία Σγουρα ἐτραυματίσθη εἰς τὴν χεῖρα ἐργαζομένη.: [1263, 527, 1582, 560]
- silk-ad-box: [335, 550, 543, 728]
- article-paragraph: Ποῦ ἀνέβη μερικαὶ φορὲς τοῦ κ. Ρολλάν. Ἀφ' ὅτου ἔλαβε διακεκριμένην θέσιν ἐν τῷ γαλλικῷ πνεύματι, διεμηνύθη εἰς τὴν Εὐρώπην καὶ εἰς τὴν Ἀμερικὴν τὸ ὄνομα αὐτοῦ, τὰ συγγράμματα, τὸ ὕφος, καὶ ἡ ἰδιότης τῆς ἀνθρωπίνης ψυχῆς.: [14, 188, 325, 269]
